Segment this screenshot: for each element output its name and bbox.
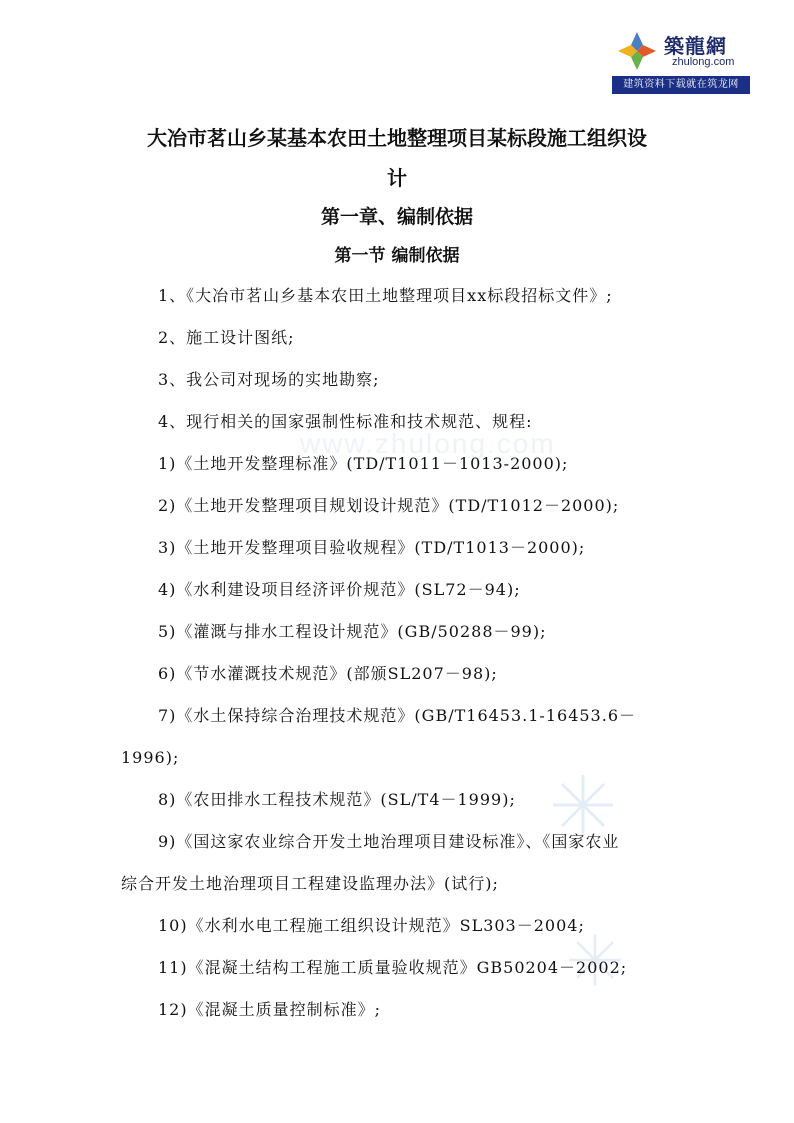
list-item: 4、现行相关的国家强制性标准和技术规范、规程:: [158, 412, 533, 431]
list-item: 3、我公司对现场的实地勘察;: [158, 370, 380, 389]
section-heading: 第一节 编制依据: [334, 246, 460, 266]
list-item: 2、施工设计图纸;: [158, 328, 295, 347]
list-item-continuation: 1996);: [121, 748, 180, 767]
list-item: 4)《水利建设项目经济评价规范》(SL72－94);: [158, 580, 521, 599]
snowflake-icon: [616, 30, 658, 72]
list-item: 6)《节水灌溉技术规范》(部颁SL207－98);: [158, 664, 498, 683]
document-title-line1: 大冶市茗山乡某基本农田土地整理项目某标段施工组织设: [147, 126, 647, 150]
list-item: 10)《水利水电工程施工组织设计规范》SL303－2004;: [158, 916, 585, 935]
list-item: 7)《水土保持综合治理技术规范》(GB/T16453.1-16453.6－: [158, 706, 637, 725]
document-title-line2: 计: [387, 166, 407, 190]
chapter-heading: 第一章、编制依据: [320, 206, 473, 228]
watermark: www.zhulong.com: [300, 428, 556, 459]
site-logo: [612, 26, 750, 94]
list-item: 5)《灌溉与排水工程设计规范》(GB/50288－99);: [158, 622, 547, 641]
list-item: 8)《农田排水工程技术规范》(SL/T4－1999);: [158, 790, 516, 809]
list-item: 11)《混凝土结构工程施工质量验收规范》GB50204－2002;: [158, 958, 628, 977]
logo-slogan: 建筑资料下载就在筑龙网: [612, 76, 750, 94]
list-item: 2)《土地开发整理项目规划设计规范》(TD/T1012－2000);: [158, 496, 620, 515]
list-item: 12)《混凝土质量控制标准》;: [158, 1000, 381, 1019]
logo-name: 築龍網: [664, 34, 727, 58]
list-item: 1、《大冶市茗山乡基本农田土地整理项目xx标段招标文件》;: [158, 286, 613, 305]
list-item: 3)《土地开发整理项目验收规程》(TD/T1013－2000);: [158, 538, 586, 557]
list-item: 1)《土地开发整理标准》(TD/T1011－1013-2000);: [158, 454, 569, 473]
logo-top: [612, 26, 750, 76]
list-item: 9)《国这家农业综合开发土地治理项目建设标准》、《国家农业: [158, 832, 620, 851]
logo-domain: zhulong.com: [672, 56, 735, 68]
list-item-continuation: 综合开发土地治理项目工程建设监理办法》(试行);: [121, 874, 499, 893]
